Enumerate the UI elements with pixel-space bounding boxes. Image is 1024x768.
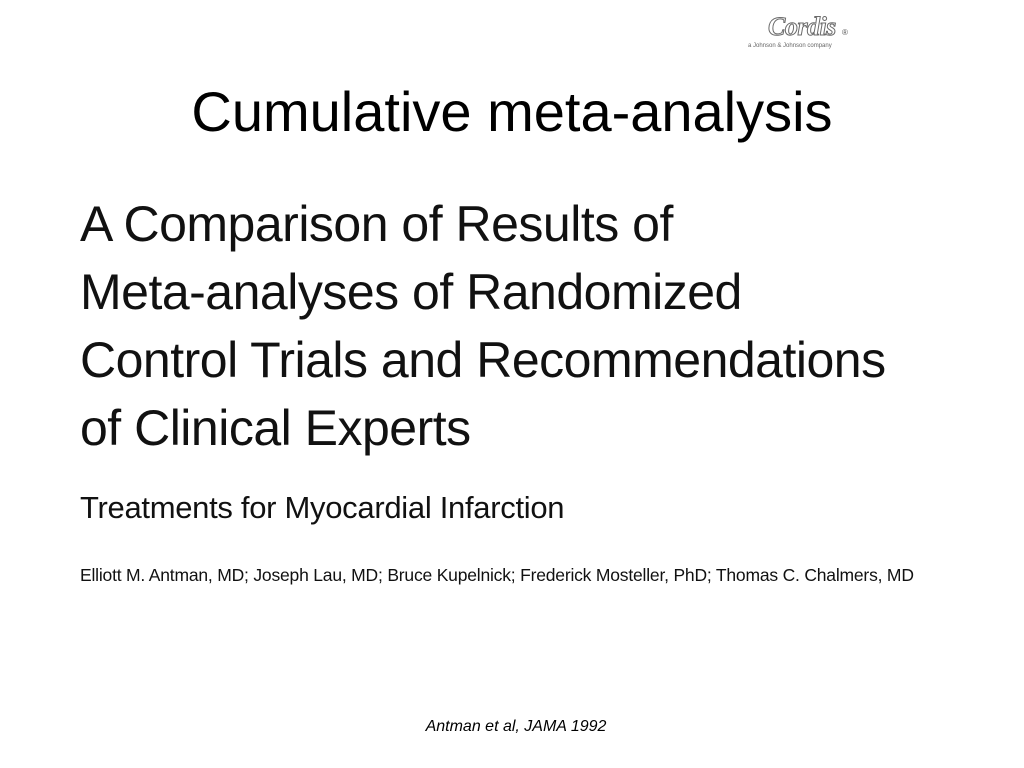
paper-title-line: of Clinical Experts — [80, 400, 471, 456]
paper-title-line: Meta-analyses of Randomized — [80, 264, 742, 320]
logo-tagline: a Johnson & Johnson company — [748, 43, 832, 49]
paper-authors: Elliott M. Antman, MD; Joseph Lau, MD; Bruce Kupelnick; Frederick Mosteller, PhD; Thomas C. Chalmers, MD — [80, 565, 914, 585]
logo-wordmark: Cordis — [768, 12, 836, 41]
paper-subtitle: Treatments for Myocardial Infarction — [80, 490, 565, 525]
paper-title-line: Control Trials and Recommendations — [80, 332, 886, 388]
slide-title: Cumulative meta-analysis — [191, 79, 833, 143]
citation: Antman et al, JAMA 1992 — [425, 718, 607, 735]
logo-registered-mark: ® — [842, 28, 848, 37]
paper-title — [80, 190, 980, 462]
cordis-logo — [744, 12, 854, 52]
paper-title-line: A Comparison of Results of — [80, 196, 673, 252]
